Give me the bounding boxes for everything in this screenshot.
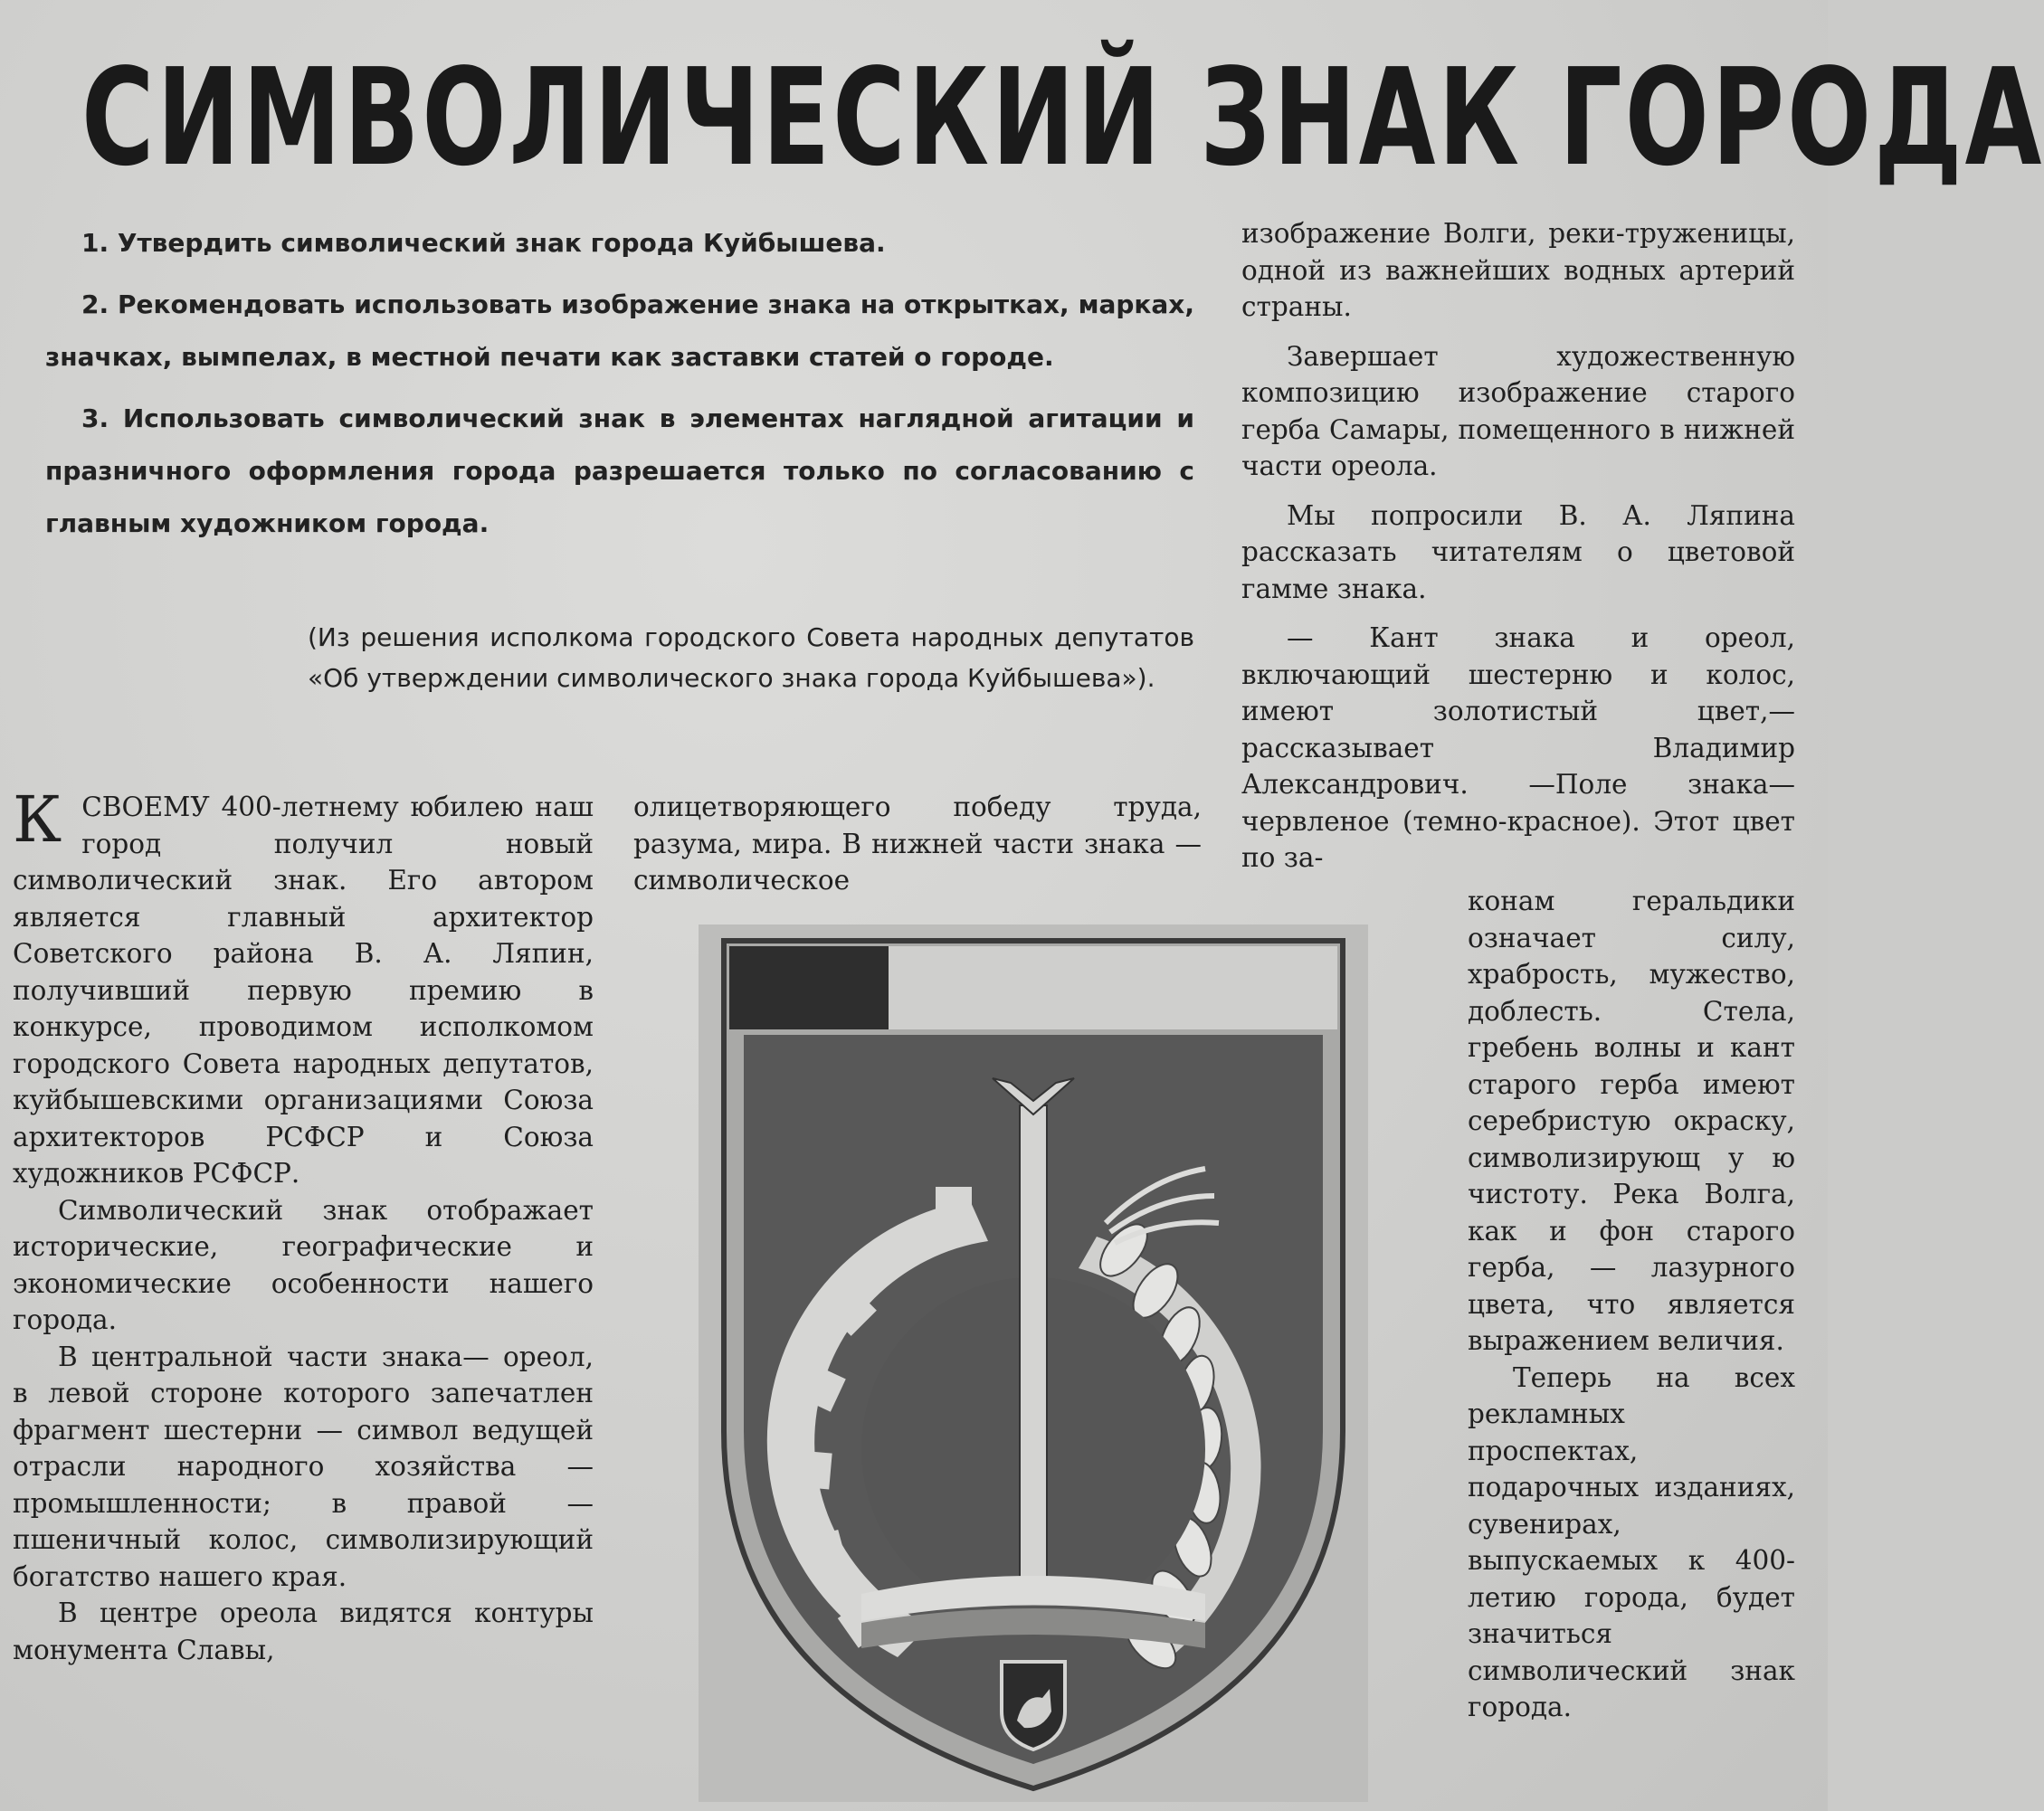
article-paragraph: изображение Волги, реки-труженицы, одной из важнейших водных артерий страны.	[1241, 218, 1795, 322]
article-paragraph: олицетворяющего победу труда, разума, мира. В нижней части знака — символическое	[633, 792, 1202, 896]
decree-source: (Из решения исполкома городского Совета народных депутатов «Об утверждении символического знака города Куйбышева»).	[308, 622, 1194, 693]
city-emblem-icon	[699, 924, 1368, 1802]
article-column-1	[13, 782, 594, 1668]
drop-cap: К	[13, 782, 62, 857]
article-paragraph	[13, 782, 594, 1192]
article-column-3-bottom	[1468, 883, 1795, 1726]
decree-item-1: 1. Утвердить символический знак города Куйбышева.	[81, 228, 886, 258]
article-paragraph: В центре ореола видятся контуры монумента Славы,	[13, 1598, 594, 1665]
article-paragraph: Завершает художественную композицию изображение старого герба Самары, помещенного в нижней части ореола.	[1241, 340, 1795, 481]
decree-item-3: 3. Использовать символический знак в элементах наглядной агитации и празничного оформления города разрешается только по согласованию с главным художником города.	[45, 403, 1194, 538]
article-paragraph: Символический знак отображает исторические, географические и экономические особенности нашего города.	[13, 1194, 594, 1335]
article-paragraph: — Кант знака и ореол, включающий шестерню и колос, имеют золотистый цвет,—рассказывает Владимир Александрович. —Поле знака—червленое (темно-красное). Этот цвет по за-	[1241, 622, 1795, 873]
article-paragraph: конам геральдики означает силу, храбрость, мужество, доблесть. Стела, гребень волны и кант старого герба имеют серебристую окраску, символизирующ у ю чистоту. Река Волга, как и фон старого герба, — лазурного цвета, что является выражением величия.	[1468, 886, 1795, 1356]
decree-block	[45, 217, 1194, 559]
article-paragraph: В центральной части знака— ореол, в левой стороне которого запечатлен фрагмент шестерни — символ ведущей отрасли народного хозяйства — промышленности; в правой — пшеничный колос, символизирующий богатство нашего края.	[13, 1341, 594, 1592]
decree-item-2: 2. Рекомендовать использовать изображение знака на открытках, марках, значках, вымпелах, в местной печати как заставки статей о городе.	[45, 289, 1194, 372]
article-paragraph: Мы попросили В. А. Ляпина рассказать читателям о цветовой гамме знака.	[1241, 499, 1795, 604]
article-paragraph: Теперь на всех рекламных проспектах, подарочных изданиях, сувенирах, выпускаемых к 400-летию города, будет значиться символический знак города.	[1468, 1361, 1795, 1722]
article-column-2	[633, 789, 1202, 899]
article-column-3-top	[1241, 215, 1795, 877]
article-text: СВОЕМУ 400-летнему юбилею наш город получил новый символический знак. Его автором является главный архитектор Советского района В. А. Ляпин, получивший первую премию в конкурсе, проводимом исполкомом городского Совета народных депутатов, куйбышевскими организациями Союза архитекторов РСФСР и Союза художников РСФСР.	[13, 792, 594, 1189]
headline: СИМВОЛИЧЕСКИЙ ЗНАК ГОРОДА	[81, 40, 2044, 195]
